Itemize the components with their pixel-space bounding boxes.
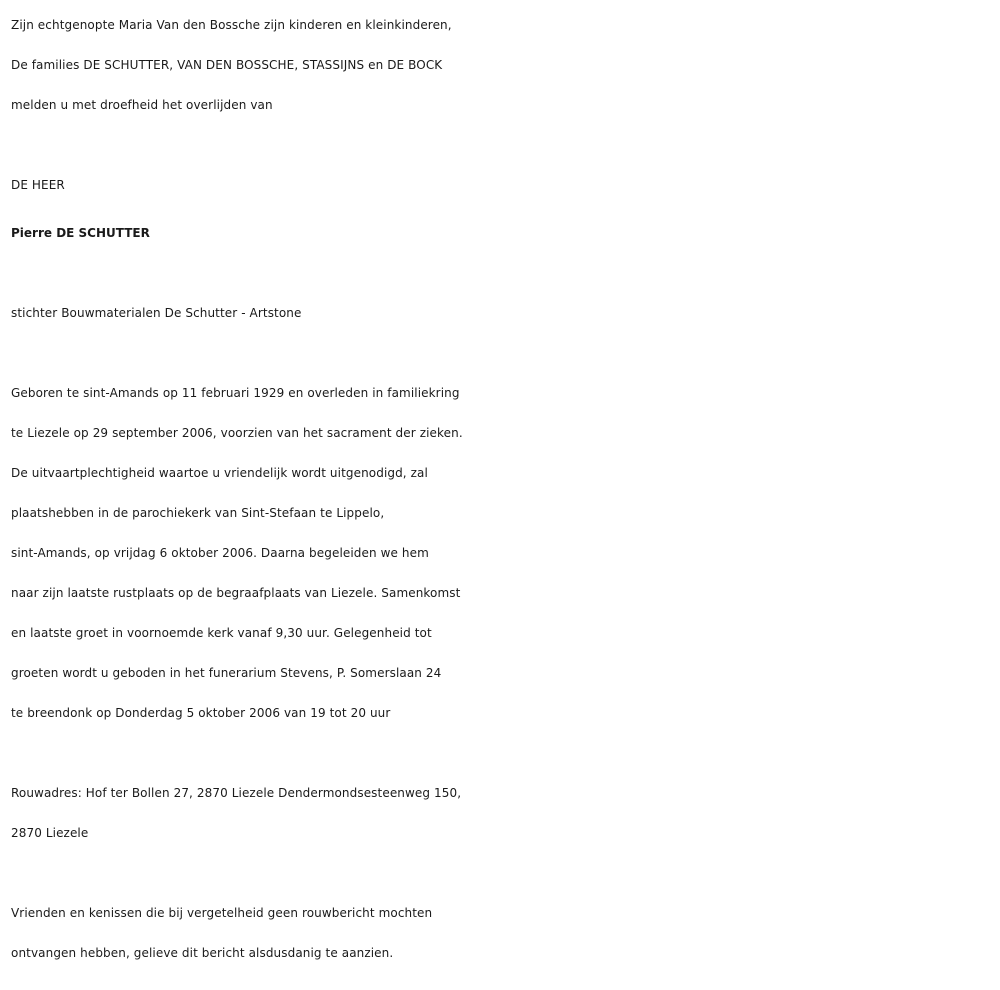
deceased-title: DE HEER <box>11 178 65 192</box>
details-line: Geboren te sint-Amands op 11 februari 1929 en overleden in familiekring <box>11 386 460 400</box>
spacer <box>11 733 996 773</box>
spacer <box>11 333 996 373</box>
intro-line: melden u met droefheid het overlijden van <box>11 98 273 112</box>
details-line: De uitvaartplechtigheid waartoe u vriendelijk wordt uitgenodigd, zal <box>11 466 428 480</box>
details-paragraph <box>11 373 996 733</box>
address-line: 2870 Liezele <box>11 826 89 840</box>
details-line: groeten wordt u geboden in het funerarium Stevens, P. Somerslaan 24 <box>11 666 442 680</box>
spacer <box>11 205 996 213</box>
obituary-document <box>11 5 996 973</box>
intro-paragraph <box>11 5 996 125</box>
closing-line: ontvangen hebben, gelieve dit bericht alsdusdanig te aanzien. <box>11 946 394 960</box>
spacer <box>11 125 996 165</box>
details-line: te Liezele op 29 september 2006, voorzien van het sacrament der zieken. <box>11 426 463 440</box>
spacer <box>11 853 996 893</box>
address-paragraph <box>11 773 996 853</box>
details-line: plaatshebben in de parochiekerk van Sint-Stefaan te Lippelo, <box>11 506 385 520</box>
closing-paragraph <box>11 893 996 973</box>
details-line: naar zijn laatste rustplaats op de begraafplaats van Liezele. Samenkomst <box>11 586 461 600</box>
deceased-role: stichter Bouwmaterialen De Schutter - Artstone <box>11 306 302 320</box>
intro-line: Zijn echtgenopte Maria Van den Bossche zijn kinderen en kleinkinderen, <box>11 18 452 32</box>
spacer <box>11 253 996 293</box>
intro-line: De families DE SCHUTTER, VAN DEN BOSSCHE, STASSIJNS en DE BOCK <box>11 58 443 72</box>
closing-line: Vrienden en kenissen die bij vergetelheid geen rouwbericht mochten <box>11 906 433 920</box>
deceased-name: Pierre DE SCHUTTER <box>11 226 150 240</box>
details-line: sint-Amands, op vrijdag 6 oktober 2006. Daarna begeleiden we hem <box>11 546 429 560</box>
details-line: te breendonk op Donderdag 5 oktober 2006 van 19 tot 20 uur <box>11 706 391 720</box>
address-line: Rouwadres: Hof ter Bollen 27, 2870 Liezele Dendermondsesteenweg 150, <box>11 786 462 800</box>
details-line: en laatste groet in voornoemde kerk vanaf 9,30 uur. Gelegenheid tot <box>11 626 432 640</box>
